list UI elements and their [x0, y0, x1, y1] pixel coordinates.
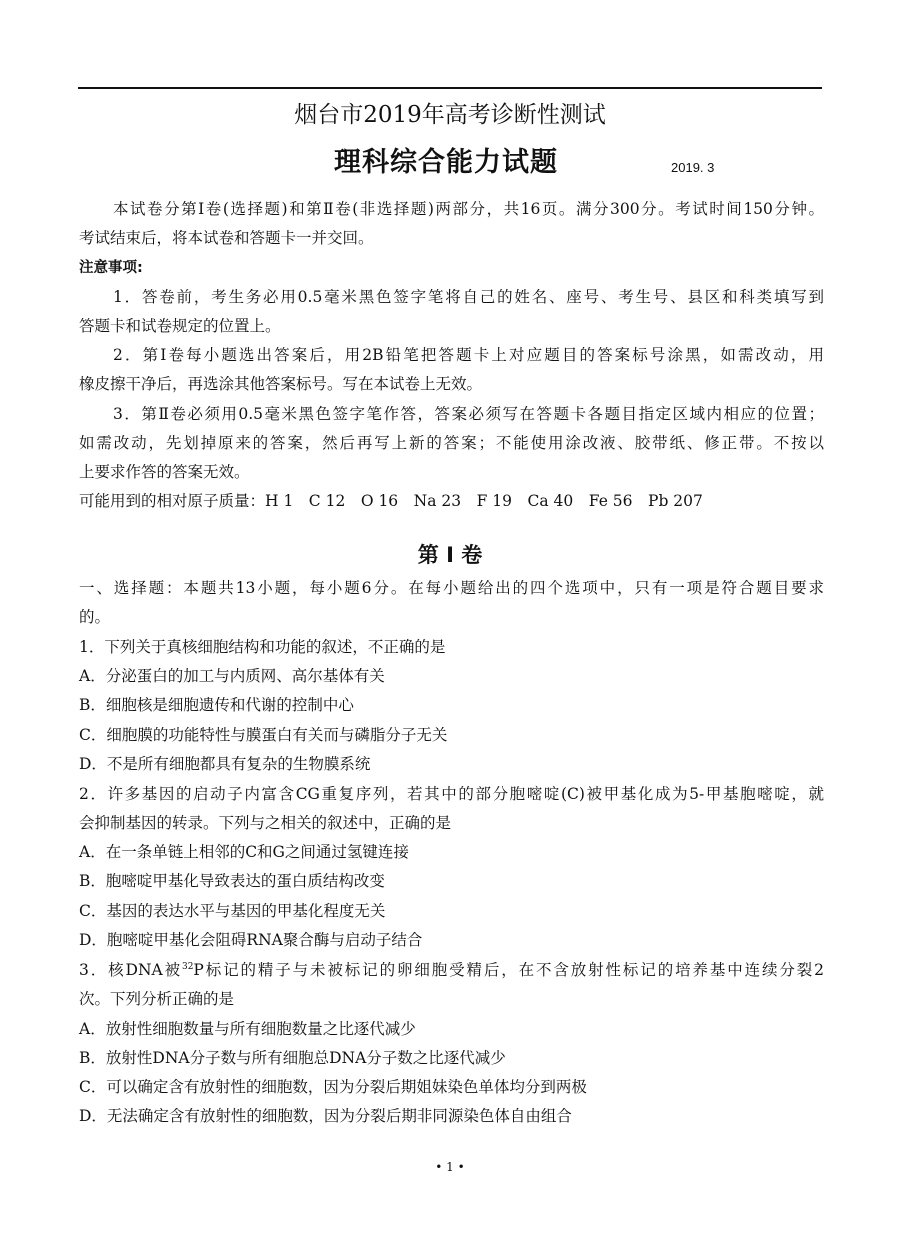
top-rule	[78, 87, 822, 89]
notice-item-1-line-1: 1．答卷前，考生务必用0.5毫米黑色签字笔将自己的姓名、座号、考生号、县区和科类填写到	[113, 288, 824, 306]
notice-item-3-line-2: 如需改动，先划掉原来的答案，然后再写上新的答案；不能使用涂改液、胶带纸、修正带。不按以	[79, 434, 824, 452]
notice-heading: 注意事项:	[79, 260, 143, 276]
question-2-stem-line-2: 会抑制基因的转录。下列与之相关的叙述中，正确的是	[79, 814, 452, 832]
question-3-option-b: B．放射性DNA分子数与所有细胞总DNA分子数之比逐代减少	[79, 1049, 506, 1067]
question-2-option-a: A．在一条单链上相邻的C和G之间通过氢键连接	[79, 843, 409, 861]
question-3-stem-line-2: 次。下列分析正确的是	[79, 990, 235, 1008]
notice-item-3-line-3: 上要求作答的答案无效。	[79, 463, 250, 481]
exam-title: 烟台市2019年高考诊断性测试	[294, 102, 606, 128]
question-2-option-c: C．基因的表达水平与基因的甲基化程度无关	[79, 902, 386, 920]
intro-line-1: 本试卷分第Ⅰ卷(选择题)和第Ⅱ卷(非选择题)两部分，共16页。满分300分。考试时间150分钟。	[113, 200, 824, 218]
question-3-option-d: D．无法确定含有放射性的细胞数，因为分裂后期非同源染色体自由组合	[79, 1107, 572, 1125]
question-2-stem-line-1: 2．许多基因的启动子内富含CG重复序列，若其中的部分胞嘧啶(C)被甲基化成为5-甲基胞嘧啶，就	[79, 785, 824, 803]
question-1-stem: 1．下列关于真核细胞结构和功能的叙述，不正确的是	[79, 638, 446, 656]
question-2-option-d: D．胞嘧啶甲基化会阻碍RNA聚合酶与启动子结合	[79, 931, 423, 949]
question-3-stem-prefix: 3．核DNA被	[79, 961, 182, 979]
section-title: 第 Ⅰ 卷	[417, 543, 483, 567]
question-3-option-a: A．放射性细胞数量与所有细胞数量之比逐代减少	[79, 1020, 416, 1038]
section-instruction-line-2: 的。	[79, 608, 111, 626]
intro-line-2: 考试结束后，将本试卷和答题卡一并交回。	[79, 229, 374, 247]
isotope-mass-number: 32	[181, 962, 194, 972]
notice-item-3-line-1: 3．第Ⅱ卷必须用0.5毫米黑色签字笔作答，答案必须写在答题卡各题目指定区域内相应的位置；	[113, 405, 824, 423]
question-1-option-d: D．不是所有细胞都具有复杂的生物膜系统	[79, 755, 371, 773]
question-1-option-c: C．细胞膜的功能特性与膜蛋白有关而与磷脂分子无关	[79, 726, 448, 744]
exam-date: 2019. 3	[671, 160, 715, 175]
question-3-stem-line-1	[79, 960, 824, 980]
page-number: • 1 •	[435, 1160, 465, 1174]
notice-item-2-line-1: 2．第Ⅰ卷每小题选出答案后，用2B铅笔把答题卡上对应题目的答案标号涂黑，如需改动，用	[113, 346, 824, 364]
question-3-option-c: C．可以确定含有放射性的细胞数，因为分裂后期姐妹染色单体均分到两极	[79, 1078, 587, 1096]
question-1-option-a: A．分泌蛋白的加工与内质网、高尔基体有关	[79, 667, 385, 685]
section-instruction-line-1: 一、选择题：本题共13小题，每小题6分。在每小题给出的四个选项中，只有一项是符合题目要求	[79, 579, 824, 597]
exam-subtitle: 理科综合能力试题	[334, 147, 558, 178]
question-2-option-b: B．胞嘧啶甲基化导致表达的蛋白质结构改变	[79, 872, 385, 890]
notice-item-1-line-2: 答题卡和试卷规定的位置上。	[79, 317, 281, 335]
notice-item-2-line-2: 橡皮擦干净后，再选涂其他答案标号。写在本试卷上无效。	[79, 375, 483, 393]
question-3-stem-suffix: P标记的精子与未被标记的卵细胞受精后，在不含放射性标记的培养基中连续分裂2	[193, 961, 825, 979]
atomic-masses: 可能用到的相对原子质量：H 1 C 12 O 16 Na 23 F 19 Ca 40 Fe 56 Pb 207	[79, 492, 703, 510]
question-1-option-b: B．细胞核是细胞遗传和代谢的控制中心	[79, 696, 354, 714]
